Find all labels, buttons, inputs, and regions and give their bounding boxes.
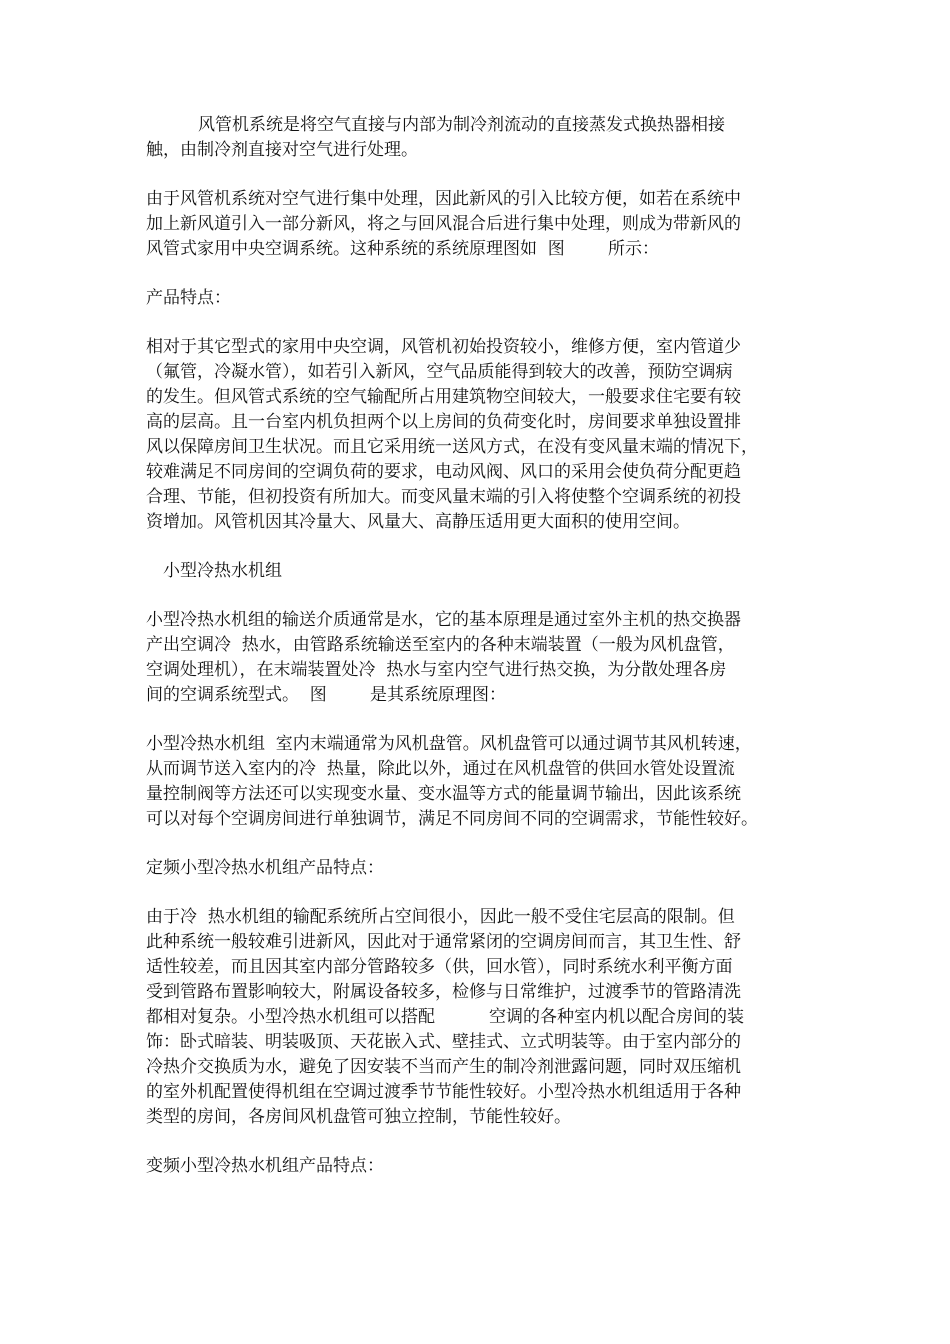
paragraph-fresh-air xyxy=(146,187,816,262)
heading-variable-frequency-features xyxy=(146,1154,816,1179)
paragraph-duct-system-intro xyxy=(146,113,816,163)
text-line: 受到管路布置影响较大，附属设备较多，检修与日常维护，过渡季节的管路清洗 xyxy=(146,982,741,1002)
text-line: 加上新风道引入一部分新风，将之与回风混合后进行集中处理，则成为带新风的 xyxy=(146,214,741,234)
text-line: 适性较差，而且因其室内部分管路较多（供，回水管），同时系统水利平衡方面 xyxy=(146,957,733,977)
text-line: 变频小型冷热水机组产品特点： xyxy=(146,1156,384,1176)
text-line: 风管机系统是将空气直接与内部为制冷剂流动的直接蒸发式换热器相接 xyxy=(198,115,725,135)
text-line: 小型冷热水机组的输送介质通常是水，它的基本原理是通过室外主机的热交换器 xyxy=(146,610,741,630)
paragraph-fan-coil xyxy=(146,732,816,832)
text-line: 风管式家用中央空调系统。这种系统的系统原理图如 图 所示： xyxy=(146,239,660,259)
text-line: 冷热介交换质为水，避免了因安装不当而产生的制冷剂泄露问题，同时双压缩机 xyxy=(146,1057,741,1077)
text-line: 从而调节送入室内的冷 热量，除此以外，通过在风机盘管的供回水管处设置流 xyxy=(146,759,735,779)
text-line: 间的空调系统型式。 图 是其系统原理图： xyxy=(146,685,507,705)
text-line: 小型冷热水机组 xyxy=(163,561,282,581)
text-line: 触，由制冷剂直接对空气进行处理。 xyxy=(146,140,418,160)
text-line: 由于冷 热水机组的输配系统所占空间很小，因此一般不受住宅层高的限制。但 xyxy=(146,907,735,927)
text-line: （氟管，冷凝水管），如若引入新风，空气品质能得到较大的改善，预防空调病 xyxy=(146,362,733,382)
text-line: 都相对复杂。小型冷热水机组可以搭配 空调的各种室内机以配合房间的装 xyxy=(146,1007,745,1027)
text-line: 产出空调冷 热水，由管路系统输送至室内的各种末端装置（一般为风机盘管， xyxy=(146,635,735,655)
text-line: 的室外机配置使得机组在空调过渡季节节能性较好。小型冷热水机组适用于各种 xyxy=(146,1082,741,1102)
text-line: 量控制阀等方法还可以实现变水量、变水温等方式的能量调节输出，因此该系统 xyxy=(146,784,741,804)
text-line: 空调处理机），在末端装置处冷 热水与室内空气进行热交换，为分散处理各房 xyxy=(146,660,727,680)
text-line: 产品特点： xyxy=(146,288,231,308)
text-line: 资增加。风管机因其冷量大、风量大、高静压适用更大面积的使用空间。 xyxy=(146,512,690,532)
paragraph-chiller-principle xyxy=(146,608,816,708)
text-line: 小型冷热水机组 室内末端通常为风机盘管。风机盘管可以通过调节其风机转速， xyxy=(146,734,752,754)
heading-chiller-unit xyxy=(146,559,816,584)
paragraph-fixed-frequency xyxy=(146,905,816,1130)
text-line: 高的层高。且一台室内机负担两个以上房间的负荷变化时，房间要求单独设置排 xyxy=(146,412,741,432)
heading-product-features xyxy=(146,286,816,311)
text-line: 可以对每个空调房间进行单独调节，满足不同房间不同的空调需求，节能性较好。 xyxy=(146,809,758,829)
text-line: 此种系统一般较难引进新风，因此对于通常紧闭的空调房间而言，其卫生性、舒 xyxy=(146,932,741,952)
document-body xyxy=(146,113,816,1203)
heading-fixed-frequency-features xyxy=(146,856,816,881)
text-line: 饰：卧式暗装、明装吸顶、天花嵌入式、壁挂式、立式明装等。由于室内部分的 xyxy=(146,1032,741,1052)
text-line: 类型的房间，各房间风机盘管可独立控制，节能性较好。 xyxy=(146,1107,571,1127)
text-line: 的发生。但风管式系统的空气输配所占用建筑物空间较大，一般要求住宅要有较 xyxy=(146,387,741,407)
text-line: 较难满足不同房间的空调负荷的要求，电动风阀、风口的采用会使负荷分配更趋 xyxy=(146,462,741,482)
paragraph-duct-features xyxy=(146,335,816,535)
text-line: 相对于其它型式的家用中央空调，风管机初始投资较小，维修方便，室内管道少 xyxy=(146,337,741,357)
text-line: 风以保障房间卫生状况。而且它采用统一送风方式，在没有变风量末端的情况下， xyxy=(146,437,758,457)
text-line: 定频小型冷热水机组产品特点： xyxy=(146,858,384,878)
text-line: 合理、节能，但初投资有所加大。而变风量末端的引入将使整个空调系统的初投 xyxy=(146,487,741,507)
text-line: 由于风管机系统对空气进行集中处理，因此新风的引入比较方便，如若在系统中 xyxy=(146,189,741,209)
